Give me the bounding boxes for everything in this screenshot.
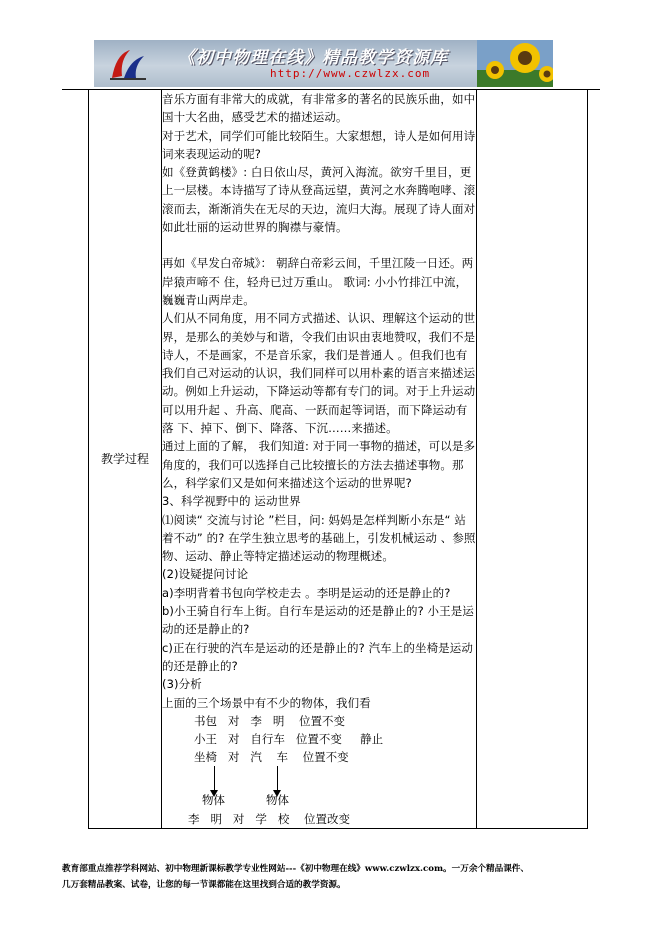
- footer-line: 几万套精品教案、试卷，让您的每一节课都能在这里找到合适的教学资源。: [62, 880, 346, 890]
- section-label: 教学过程: [89, 90, 162, 829]
- relation-row: 坐椅 对 汽 车 位置不变: [194, 749, 349, 764]
- relation-row: 小王 对 自行车 位置不变 静止: [194, 731, 384, 746]
- paragraph: a)李明背着书包向学校走去 。李明是运动的还是静止的?: [162, 585, 451, 600]
- paragraph: 3、科学视野中的 运动世界: [162, 494, 301, 509]
- paragraph: 对于艺术，同学们可能比较陌生。大家想想，诗人是如何用诗词来表现运动的呢?: [162, 128, 476, 161]
- relation-row: 书包 对 李 明 位置不变: [194, 713, 346, 728]
- paragraph: 上面的三个场景中有不少的物体，我们看: [162, 695, 371, 710]
- notes-column: [477, 90, 588, 829]
- paragraph: c)正在行驶的汽车是运动的还是静止的? 汽车上的坐椅是运动的还是静止的?: [162, 640, 473, 673]
- footer-line: 教育部重点推荐学科网站、初中物理新课标教学专业性网站---《初中物理在线》www.czwlzx.com。一万余个精品课件、: [62, 864, 529, 874]
- down-arrow-icon: [214, 766, 215, 792]
- logo-icon: [108, 46, 148, 82]
- table-row: [89, 90, 588, 829]
- paragraph: 人们从不同角度，用不同方式描述、认识、理解这个运动的世界，是那么的美妙与和谐，令我们由识由衷地赞叹，我们不是诗人，不是画家，不是音乐家，我们是普通人 。但我们也有我们自己对运动的认识，我们同样可以用朴素的语言来描述运动。例如上升运动，下降运动等都有专门的词。对于上升运动可以用升起 、升高、爬高、一跃而起等词语，而下降运动有落 下、掉下、倒下、降落、下沉……来描述。: [162, 311, 476, 436]
- site-url[interactable]: http://www.czwlzx.com: [270, 67, 431, 80]
- lesson-content: [162, 90, 477, 829]
- paragraph: b)小王骑自行车上街。自行车是运动的还是静止的? 小王是运动的还是静止的?: [162, 604, 474, 637]
- relation-row: 李 明 对 学 校 位置改变: [188, 811, 350, 826]
- lesson-table: [88, 89, 588, 829]
- paragraph: 再如《早发白帝城》： 朝辞白帝彩云间，千里江陵一日还。两岸猿声啼不 住，轻舟已过万重山。 歌词: 小小竹排江中流，巍巍青山两岸走。: [162, 256, 474, 307]
- object-label: 物体: [266, 792, 289, 807]
- site-title: 《初中物理在线》精品教学资源库: [178, 48, 448, 68]
- paragraph: ⑴阅读“ 交流与讨论 ”栏目，问: 妈妈是怎样判断小东是“ 站着不动” 的? 在学生独立思考的基础上，引发机械运动 、参照物、运动、静止等特定描述运动的物理概述。: [162, 512, 476, 564]
- paragraph: 音乐方面有非常大的成就，有非常多的著名的民族乐曲，如中国十大名曲，感受艺术的描述运动。: [162, 92, 476, 125]
- page-footer: [62, 861, 622, 893]
- reference-diagram: [162, 766, 476, 810]
- paragraph: (3)分析: [162, 677, 202, 692]
- object-label: 物体: [202, 792, 225, 807]
- paragraph: 如《登黄鹤楼》: 白日依山尽，黄河入海流。欲穷千里目，更上一层楼。本诗描写了诗从登高远望，黄河之水奔腾咆哮、滚滚而去，渐渐消失在无尽的天边，流归大海。展现了诗人面对如此壮丽的运动世界的胸襟与豪情。: [162, 165, 476, 235]
- paragraph: (2)设疑提问讨论: [162, 567, 249, 582]
- spacer: [162, 236, 476, 254]
- header-banner: [94, 40, 553, 87]
- sunflower-image: [477, 40, 553, 87]
- down-arrow-icon: [277, 766, 278, 792]
- paragraph: 通过上面的了解， 我们知道: 对于同一事物的描述，可以是多角度的，我们可以选择自己比较擅长的方法去描述事物。那么，科学家们又是如何来描述这个运动的世界呢?: [162, 439, 476, 490]
